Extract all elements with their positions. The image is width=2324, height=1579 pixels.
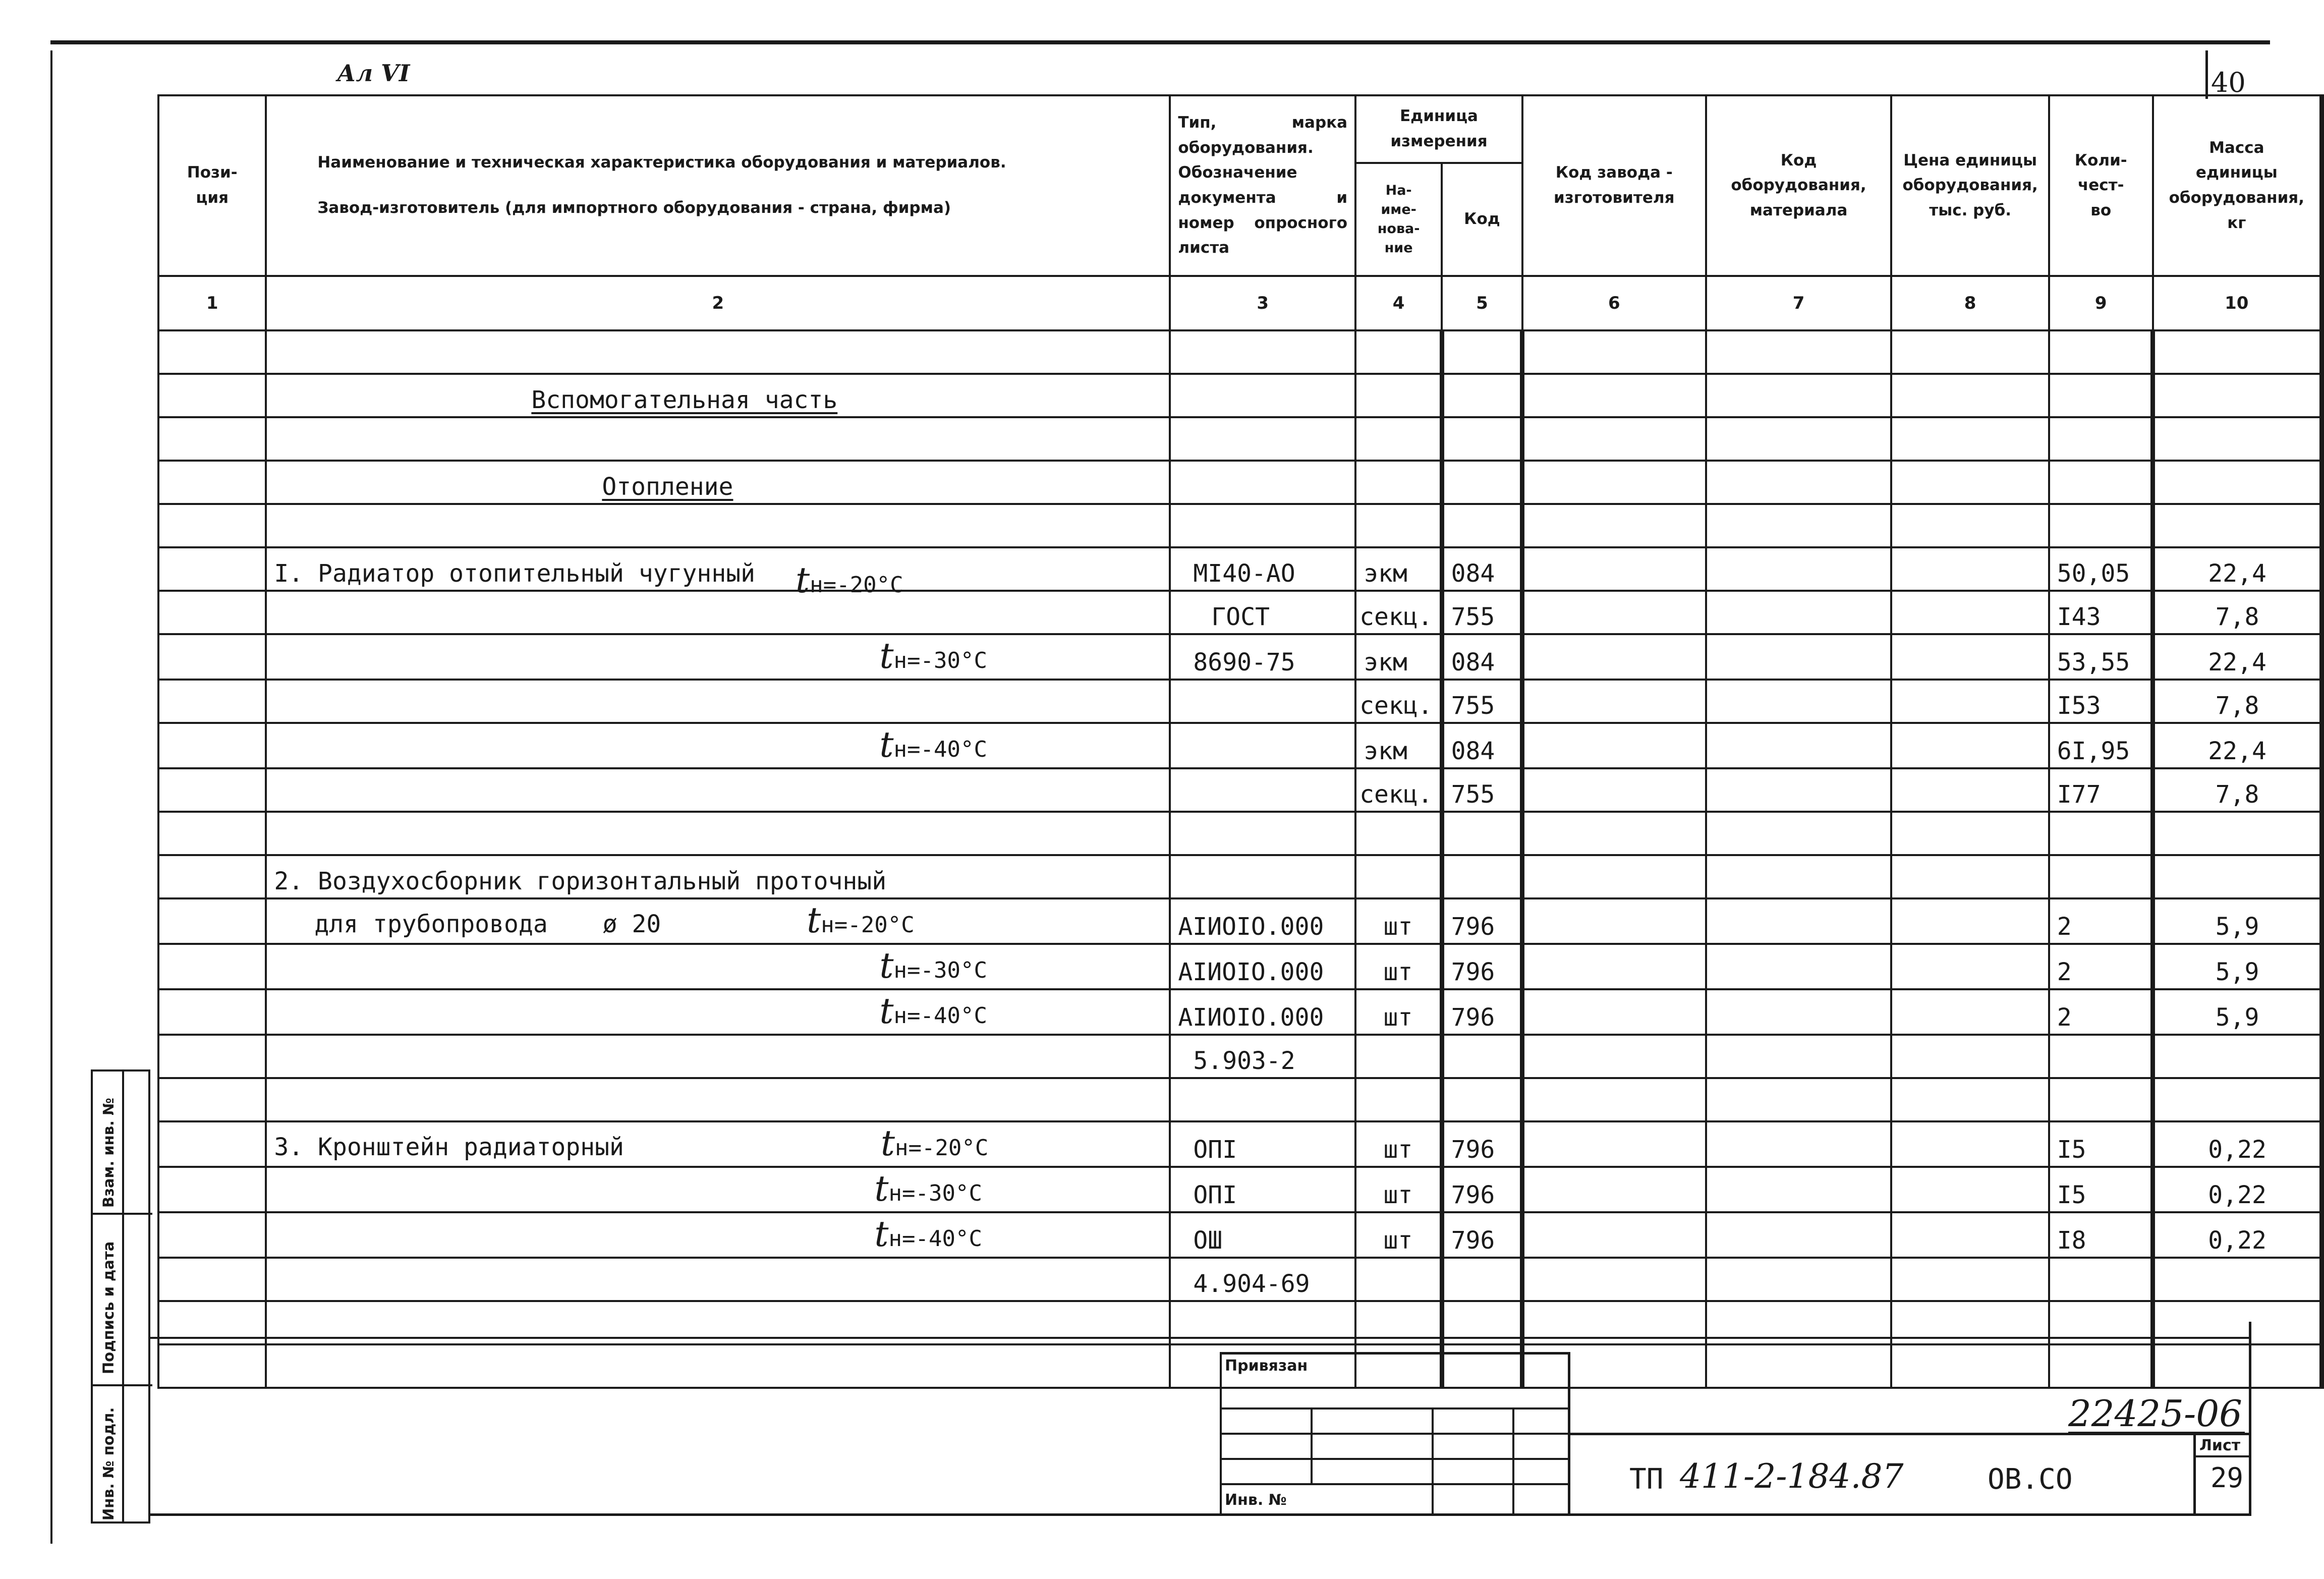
item-3c-code: 796	[1442, 1212, 1522, 1258]
corner-divider	[2205, 50, 2208, 99]
inv-number-label: Инв. №	[1225, 1491, 1287, 1509]
header-name-line2: Завод-изготовитель (для импортного оборудования - страна, фирма)	[317, 199, 951, 217]
table-row	[158, 944, 2322, 989]
item-3-qty: I5	[2049, 1121, 2153, 1167]
item-3b-type: ОПI	[1170, 1167, 1355, 1212]
item-1-code: 084	[1442, 547, 1522, 591]
list-label: Лист	[2199, 1437, 2241, 1454]
item-2-pipe-label: для трубопровода	[314, 910, 548, 938]
table-row	[158, 547, 2322, 591]
table-row	[158, 417, 2322, 461]
col-number-8: 8	[1891, 276, 2049, 330]
item-1b-type: ГОСТ	[1170, 591, 1355, 634]
header-position: Пози- ция	[158, 95, 266, 276]
table-row	[158, 855, 2322, 898]
frame-left-border	[50, 50, 52, 1544]
item-1f-mass: 7,8	[2153, 768, 2322, 812]
header-price: Цена единицы оборудования, тыс. руб.	[1891, 95, 2049, 276]
col-number-7: 7	[1706, 276, 1892, 330]
item-3c-qty: I8	[2049, 1212, 2153, 1258]
table-row	[158, 1167, 2322, 1212]
item-3b-mass: 0,22	[2153, 1167, 2322, 1212]
item-1d-code: 755	[1442, 680, 1522, 723]
header-name-line1: Наименование и техническая характеристика оборудования и материалов.	[317, 153, 1006, 172]
col-number-5: 5	[1442, 276, 1522, 330]
item-2c-mass: 5,9	[2153, 989, 2322, 1035]
item-3b-code: 796	[1442, 1167, 1522, 1212]
table-row	[158, 374, 2322, 417]
table-row	[158, 1212, 2322, 1258]
col-number-4: 4	[1355, 276, 1442, 330]
specification-table	[157, 94, 2324, 1389]
archive-number: 22425-06	[2068, 1392, 2242, 1435]
item-3b-unit: шт	[1355, 1167, 1442, 1212]
item-1d-mass: 7,8	[2153, 680, 2322, 723]
item-2-type: АIИОIО.000	[1170, 898, 1355, 944]
item-3c-temp: tн=-40°С	[874, 1213, 982, 1255]
privyazan-col-line	[1512, 1407, 1514, 1513]
item-1f-unit: секц.	[1355, 768, 1442, 812]
side-stamp	[91, 1069, 150, 1524]
item-2c-temp: tн=-40°С	[879, 990, 987, 1032]
col-number-9: 9	[2049, 276, 2153, 330]
header-equipment-code: Код оборудования, материала	[1706, 95, 1892, 276]
privyazan-row-line	[1220, 1483, 1568, 1485]
item-3b-qty: I5	[2049, 1167, 2153, 1212]
item-2-code: 796	[1442, 898, 1522, 944]
privyazan-label: Привязан	[1225, 1357, 1308, 1375]
item-2b-unit: шт	[1355, 944, 1442, 989]
tp-prefix: ТП	[1629, 1463, 1664, 1496]
item-1f-code: 755	[1442, 768, 1522, 812]
stamp-divider	[122, 1072, 124, 1521]
item-2b-mass: 5,9	[2153, 944, 2322, 989]
table-row	[158, 1078, 2322, 1121]
stamp-signature-label: Подпись и дата	[100, 1241, 117, 1374]
privyazan-col-line	[1311, 1407, 1313, 1483]
table-row	[158, 504, 2322, 547]
item-1-unit: экм	[1355, 547, 1442, 591]
col-number-6: 6	[1522, 276, 1706, 330]
item-3c-type: ОШ	[1170, 1212, 1355, 1258]
item-1c-type: 8690-75	[1170, 634, 1355, 680]
header-type: Тип, марка оборудования. Обозначение документа и номер опросного листа	[1170, 95, 1355, 276]
col-number-2: 2	[266, 276, 1170, 330]
col-number-3: 3	[1170, 276, 1355, 330]
frame-top-border	[50, 40, 2270, 44]
item-2b-temp: tн=-30°С	[879, 945, 987, 986]
header-unit-name: На- име- нова- ние	[1355, 163, 1442, 276]
item-1b-code: 755	[1442, 591, 1522, 634]
privyazan-top	[1220, 1352, 1568, 1355]
col-number-10: 10	[2153, 276, 2322, 330]
item-2c-qty: 2	[2049, 989, 2153, 1035]
table-row	[158, 330, 2322, 374]
privyazan-row-line	[1220, 1433, 1568, 1435]
stamp-cell-line	[93, 1213, 152, 1215]
table-row	[158, 812, 2322, 855]
stamp-inv-label: Инв. № подл.	[100, 1407, 117, 1520]
archive-underline	[2068, 1432, 2245, 1434]
item-1-name: I. Радиатор отопительный чугунный	[274, 559, 756, 588]
item-2-temp: tн=-20°С	[807, 899, 915, 941]
footer-top-line	[150, 1337, 2251, 1339]
item-1c-qty: 53,55	[2049, 634, 2153, 680]
table-row	[158, 1035, 2322, 1078]
section-auxiliary-title: Вспомогательная часть	[531, 386, 838, 414]
item-1e-unit: экм	[1355, 723, 1442, 768]
item-1c-temp: tн=-30°С	[879, 635, 987, 676]
item-1d-qty: I53	[2049, 680, 2153, 723]
header-name	[266, 95, 1170, 276]
item-2-qty: 2	[2049, 898, 2153, 944]
table-row	[158, 461, 2322, 504]
header-plant-code: Код завода - изготовителя	[1522, 95, 1706, 276]
item-1c-unit: экм	[1355, 634, 1442, 680]
item-3-name: 3. Кронштейн радиаторный	[274, 1133, 624, 1161]
table-row	[158, 723, 2322, 768]
table-row	[158, 634, 2322, 680]
bottom-border	[150, 1513, 2249, 1516]
item-2-unit: шт	[1355, 898, 1442, 944]
item-2b-qty: 2	[2049, 944, 2153, 989]
appendix-mark: Ал VI	[337, 60, 410, 87]
item-2b-code: 796	[1442, 944, 1522, 989]
item-2c-type: АIИОIО.000	[1170, 989, 1355, 1035]
header-mass: Масса единицы оборудования, кг	[2153, 95, 2322, 276]
item-2c-code: 796	[1442, 989, 1522, 1035]
table-row	[158, 680, 2322, 723]
item-3c-mass: 0,22	[2153, 1212, 2322, 1258]
item-3-unit: шт	[1355, 1121, 1442, 1167]
table-row	[158, 989, 2322, 1035]
item-1c-mass: 22,4	[2153, 634, 2322, 680]
right-border	[2249, 1322, 2251, 1516]
privyazan-row-line	[1220, 1458, 1568, 1460]
item-3c-unit: шт	[1355, 1212, 1442, 1258]
item-1-mass: 22,4	[2153, 547, 2322, 591]
item-1e-code: 084	[1442, 723, 1522, 768]
stamp-cell-line	[93, 1384, 152, 1386]
table-row	[158, 898, 2322, 944]
item-3b-temp: tн=-30°С	[874, 1168, 982, 1209]
header-unit-group: Единица измерения	[1355, 95, 1522, 163]
list-cell-divider	[2193, 1455, 2249, 1457]
document-code: ОВ.СО	[1988, 1463, 2073, 1496]
section-heating-title: Отопление	[602, 473, 733, 501]
item-3-code: 796	[1442, 1121, 1522, 1167]
privyazan-col-line	[1432, 1407, 1434, 1513]
table-row	[158, 1258, 2322, 1301]
list-number: 29	[2210, 1462, 2244, 1494]
col-number-1: 1	[158, 276, 266, 330]
tp-number: 411-2-184.87	[1680, 1457, 1904, 1496]
item-1b-unit: секц.	[1355, 591, 1442, 634]
item-1c-code: 084	[1442, 634, 1522, 680]
item-1f-qty: I77	[2049, 768, 2153, 812]
item-2-standard: 5.903-2	[1170, 1035, 1355, 1078]
item-1d-unit: секц.	[1355, 680, 1442, 723]
privyazan-row-line	[1220, 1407, 1568, 1409]
item-1e-mass: 22,4	[2153, 723, 2322, 768]
item-1e-qty: 6I,95	[2049, 723, 2153, 768]
stamp-vzam-label: Взам. инв. №	[100, 1097, 117, 1208]
item-3-temp: tн=-20°С	[880, 1122, 989, 1164]
corner-number: 40	[2211, 67, 2246, 98]
item-1-qty: 50,05	[2049, 547, 2153, 591]
table-row	[158, 1121, 2322, 1167]
item-2-name: 2. Воздухосборник горизонтальный проточный	[266, 855, 1170, 898]
item-1-type: МI40-АО	[1170, 547, 1355, 591]
item-2b-type: АIИОIО.000	[1170, 944, 1355, 989]
item-2-diameter: ø 20	[602, 910, 661, 938]
item-3-type: ОПI	[1170, 1121, 1355, 1167]
item-2c-unit: шт	[1355, 989, 1442, 1035]
list-cell-left	[2193, 1433, 2196, 1513]
header-quantity: Коли- чест- во	[2049, 95, 2153, 276]
item-1b-mass: 7,8	[2153, 591, 2322, 634]
item-3-standard: 4.904-69	[1170, 1258, 1355, 1301]
item-1e-temp: tн=-40°С	[879, 724, 987, 765]
item-2-mass: 5,9	[2153, 898, 2322, 944]
table-row	[158, 591, 2322, 634]
item-1b-qty: I43	[2049, 591, 2153, 634]
item-1-temp: tн=-20°С	[796, 559, 903, 601]
header-unit-code: Код	[1442, 163, 1522, 276]
item-3-mass: 0,22	[2153, 1121, 2322, 1167]
table-row	[158, 768, 2322, 812]
